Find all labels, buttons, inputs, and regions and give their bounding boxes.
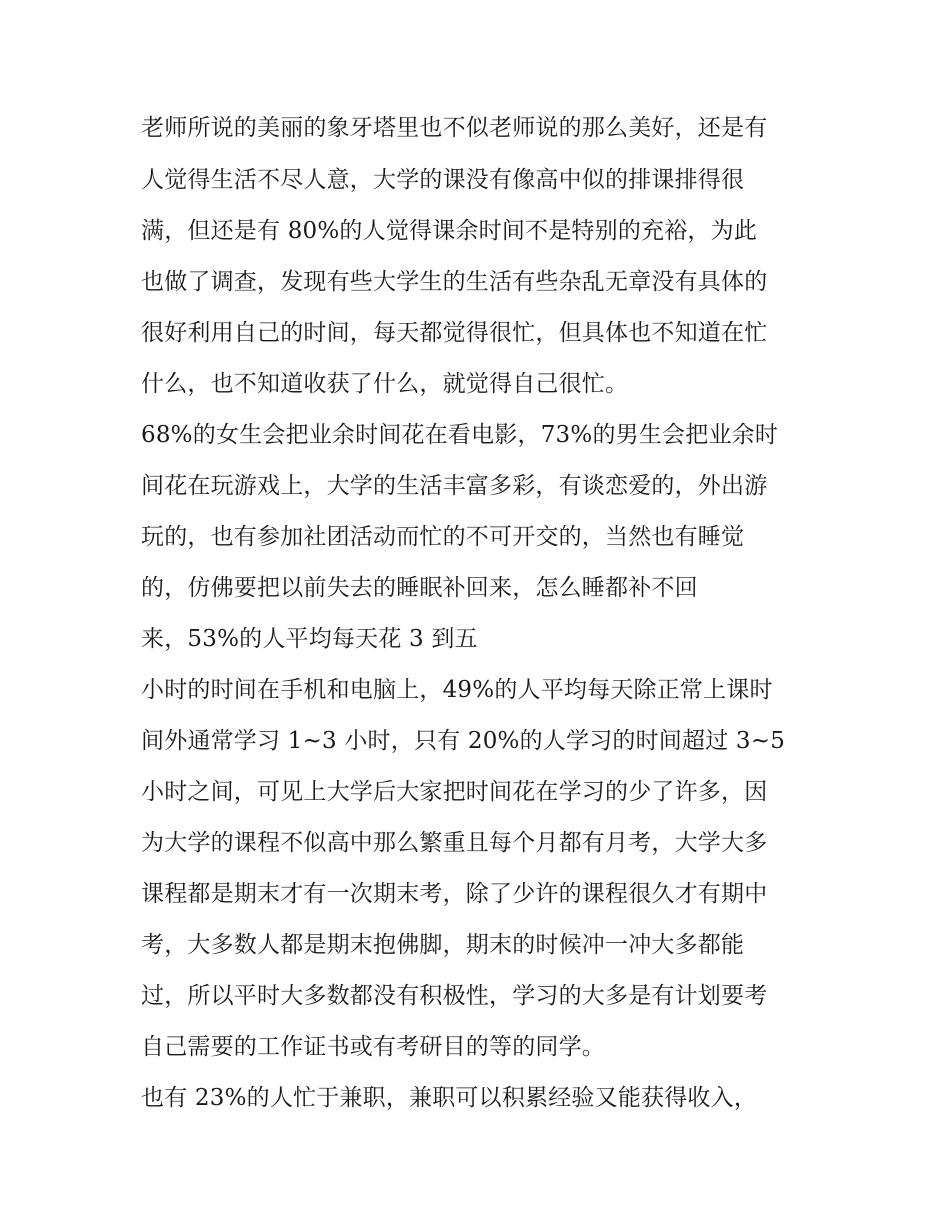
paragraph-line: 也有 23%的人忙于兼职，兼职可以积累经验又能获得收入， xyxy=(141,1085,758,1111)
paragraph-line: 什么，也不知道收获了什么，就觉得自己很忙。 xyxy=(141,371,629,397)
paragraph-line: 满，但还是有 80%的人觉得课余时间不是特别的充裕，为此 xyxy=(141,218,758,244)
paragraph-line: 小时的时间在手机和电脑上，49%的人平均每天除正常上课时 xyxy=(141,677,773,703)
paragraph-line: 考，大多数人都是期末抱佛脚，期末的时候冲一冲大多都能 xyxy=(141,932,745,958)
paragraph-line: 68%的女生会把业余时间花在看电影，73%的男生会把业余时 xyxy=(141,422,779,448)
paragraph-line: 为大学的课程不似高中那么繁重且每个月都有月考，大学大多 xyxy=(141,830,768,856)
paragraph-line: 玩的，也有参加社团活动而忙的不可开交的，当然也有睡觉 xyxy=(141,524,745,550)
paragraph-line: 的，仿佛要把以前失去的睡眠补回来，怎么睡都补不回 xyxy=(141,575,698,601)
paragraph-line: 来，53%的人平均每天花 3 到五 xyxy=(141,626,478,652)
paragraph-line: 小时之间，可见上大学后大家把时间花在学习的少了许多，因 xyxy=(141,779,768,805)
paragraph-line: 间外通常学习 1~3 小时，只有 20%的人学习的时间超过 3~5 xyxy=(141,728,786,754)
paragraph-line: 过，所以平时大多数都没有积极性，学习的大多是有计划要考 xyxy=(141,983,768,1009)
paragraph-line: 自己需要的工作证书或有考研目的等的同学。 xyxy=(141,1034,605,1060)
paragraph-line: 人觉得生活不尽人意，大学的课没有像高中似的排课排得很 xyxy=(141,167,745,193)
paragraph-line: 老师所说的美丽的象牙塔里也不似老师说的那么美好，还是有 xyxy=(141,115,768,141)
paragraph-line: 很好利用自己的时间，每天都觉得很忙，但具体也不知道在忙 xyxy=(141,320,768,346)
paragraph-line: 间花在玩游戏上，大学的生活丰富多彩，有谈恋爱的，外出游 xyxy=(141,473,768,499)
paragraph-line: 课程都是期末才有一次期末考，除了少许的课程很久才有期中 xyxy=(141,881,768,907)
paragraph-line: 也做了调查，发现有些大学生的生活有些杂乱无章没有具体的 xyxy=(141,269,768,295)
